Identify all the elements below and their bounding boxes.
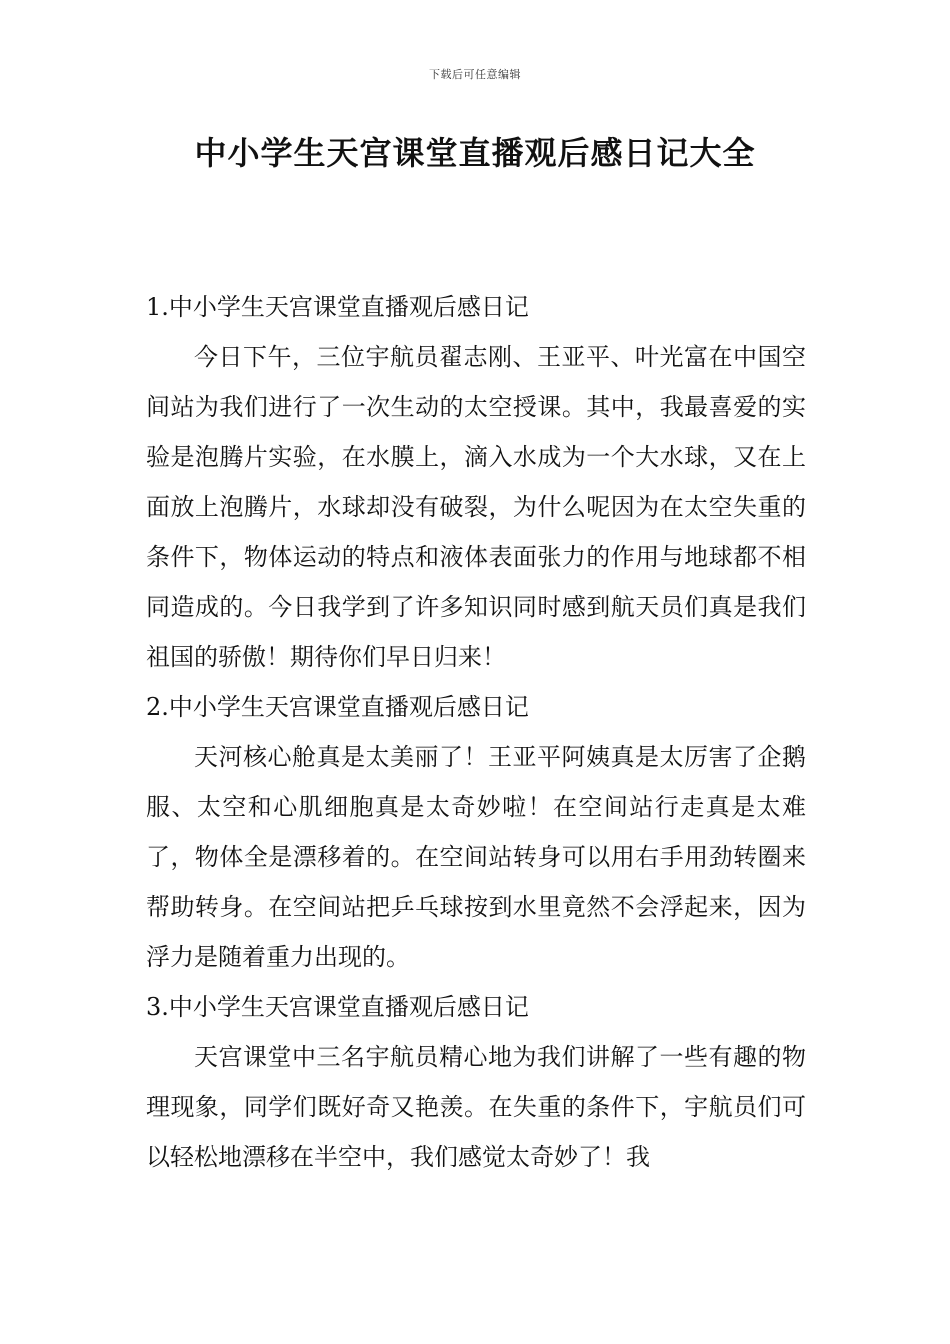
- section-heading-2: 2.中小学生天宫课堂直播观后感日记: [146, 693, 529, 721]
- header-note: 下载后可任意编辑: [429, 68, 521, 81]
- section-paragraph-1: 今日下午，三位宇航员翟志刚、王亚平、叶光富在中国空间站为我们进行了一次生动的太空授课。其中，我最喜爱的实验是泡腾片实验，在水膜上，滴入水成为一个大水球，又在上面放上泡腾片，水球却没有破裂，为什么呢因为在太空失重的条件下，物体运动的特点和液体表面张力的作用与地球都不相同造成的。今日我学到了许多知识同时感到航天员们真是我们祖国的骄傲！期待你们早日归来！: [146, 343, 806, 671]
- document-body: [146, 282, 806, 1182]
- section-paragraph-2: 天河核心舱真是太美丽了！王亚平阿姨真是太厉害了企鹅服、太空和心肌细胞真是太奇妙啦！在空间站行走真是太难了，物体全是漂移着的。在空间站转身可以用右手用劲转圈来帮助转身。在空间站把乒乓球按到水里竟然不会浮起来，因为浮力是随着重力出现的。: [146, 743, 806, 971]
- section-paragraph-3: 天宫课堂中三名宇航员精心地为我们讲解了一些有趣的物理现象，同学们既好奇又艳羡。在失重的条件下，宇航员们可以轻松地漂移在半空中，我们感觉太奇妙了！我: [146, 1043, 806, 1171]
- section-heading-3: 3.中小学生天宫课堂直播观后感日记: [146, 993, 529, 1021]
- section-heading-1: 1.中小学生天宫课堂直播观后感日记: [146, 293, 529, 321]
- document-title: 中小学生天宫课堂直播观后感日记大全: [194, 134, 756, 172]
